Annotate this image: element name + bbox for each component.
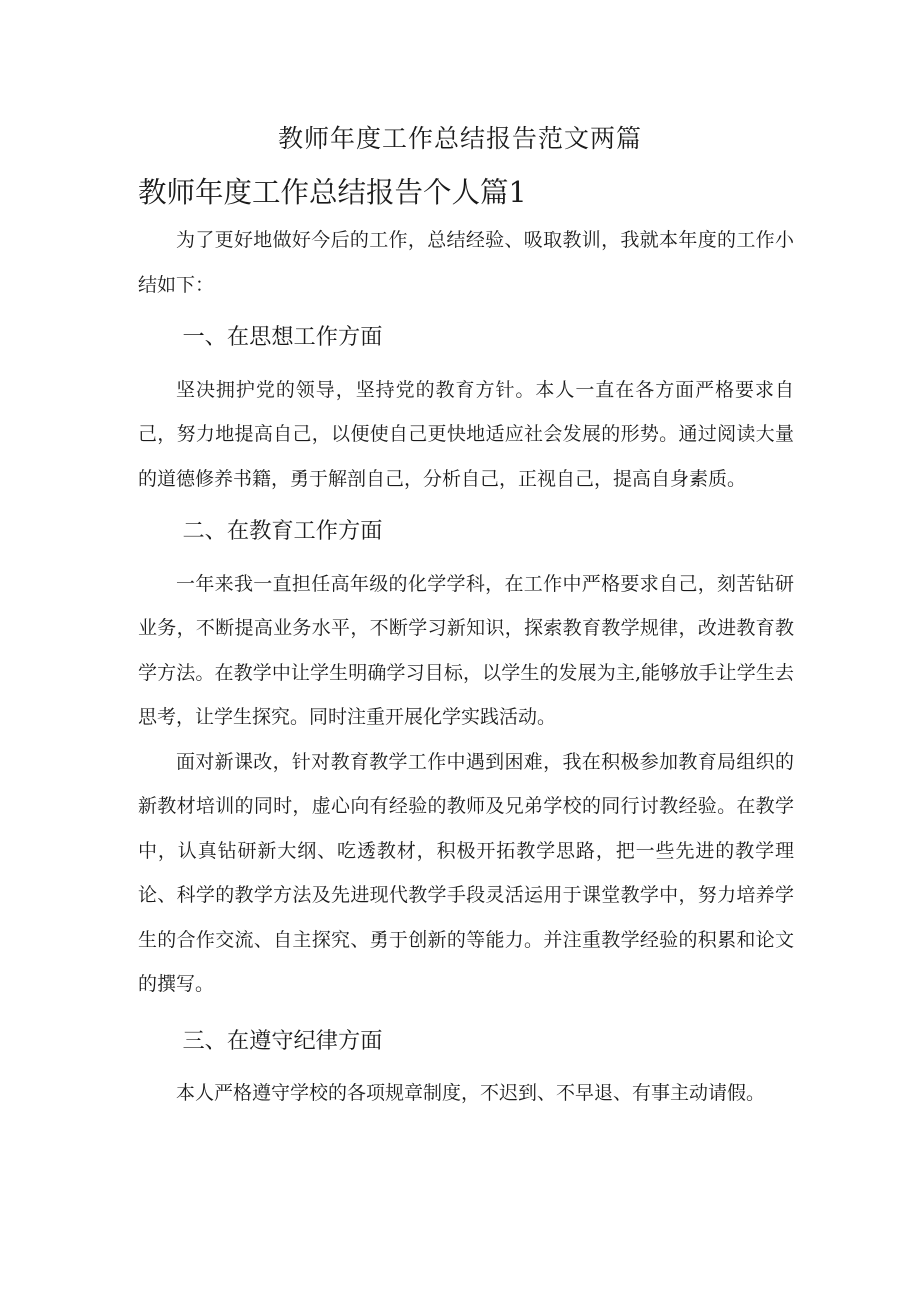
paragraph-teaching: 一年来我一直担任高年级的化学学科，在工作中严格要求自己，刻苦钻研业务，不断提高业务水平，不断学习新知识，探索教育教学规律，改进教育教学方法。在教学中让学生明确学习目标，以学生的发展为主,能够放手让学生去思考，让学生探究。同时注重开展化学实践活动。 bbox=[138, 572, 794, 728]
intro-paragraph: 为了更好地做好今后的工作，总结经验、吸取教训，我就本年度的工作小结如下： bbox=[138, 229, 794, 296]
document-body bbox=[138, 176, 794, 1116]
document-title: 教师年度工作总结报告范文两篇 bbox=[277, 124, 642, 153]
section-heading-education: 二、在教育工作方面 bbox=[182, 518, 383, 544]
paragraph-ideology: 坚决拥护党的领导，坚持党的教育方针。本人一直在各方面严格要求自己，努力地提高自己，以便使自己更快地适应社会发展的形势。通过阅读大量的道德修养书籍，勇于解剖自己，分析自己，正视自己，提高自身素质。 bbox=[138, 378, 794, 490]
paragraph-curriculum-reform: 面对新课改，针对教育教学工作中遇到困难，我在积极参加教育局组织的新教材培训的同时，虚心向有经验的教师及兄弟学校的同行讨教经验。在教学中，认真钻研新大纲、吃透教材，积极开拓教学思路，把一些先进的教学理论、科学的教学方法及先进现代教学手段灵活运用于课堂教学中，努力培养学生的合作交流、自主探究、勇于创新的等能力。并注重教学经验的积累和论文的撰写。 bbox=[138, 750, 794, 995]
paragraph-discipline: 本人严格遵守学校的各项规章制度，不迟到、不早退、有事主动请假。 bbox=[176, 1082, 766, 1104]
document-subtitle: 教师年度工作总结报告个人篇1 bbox=[138, 176, 527, 209]
section-heading-ideology: 一、在思想工作方面 bbox=[182, 324, 383, 350]
section-heading-discipline: 三、在遵守纪律方面 bbox=[182, 1027, 383, 1054]
